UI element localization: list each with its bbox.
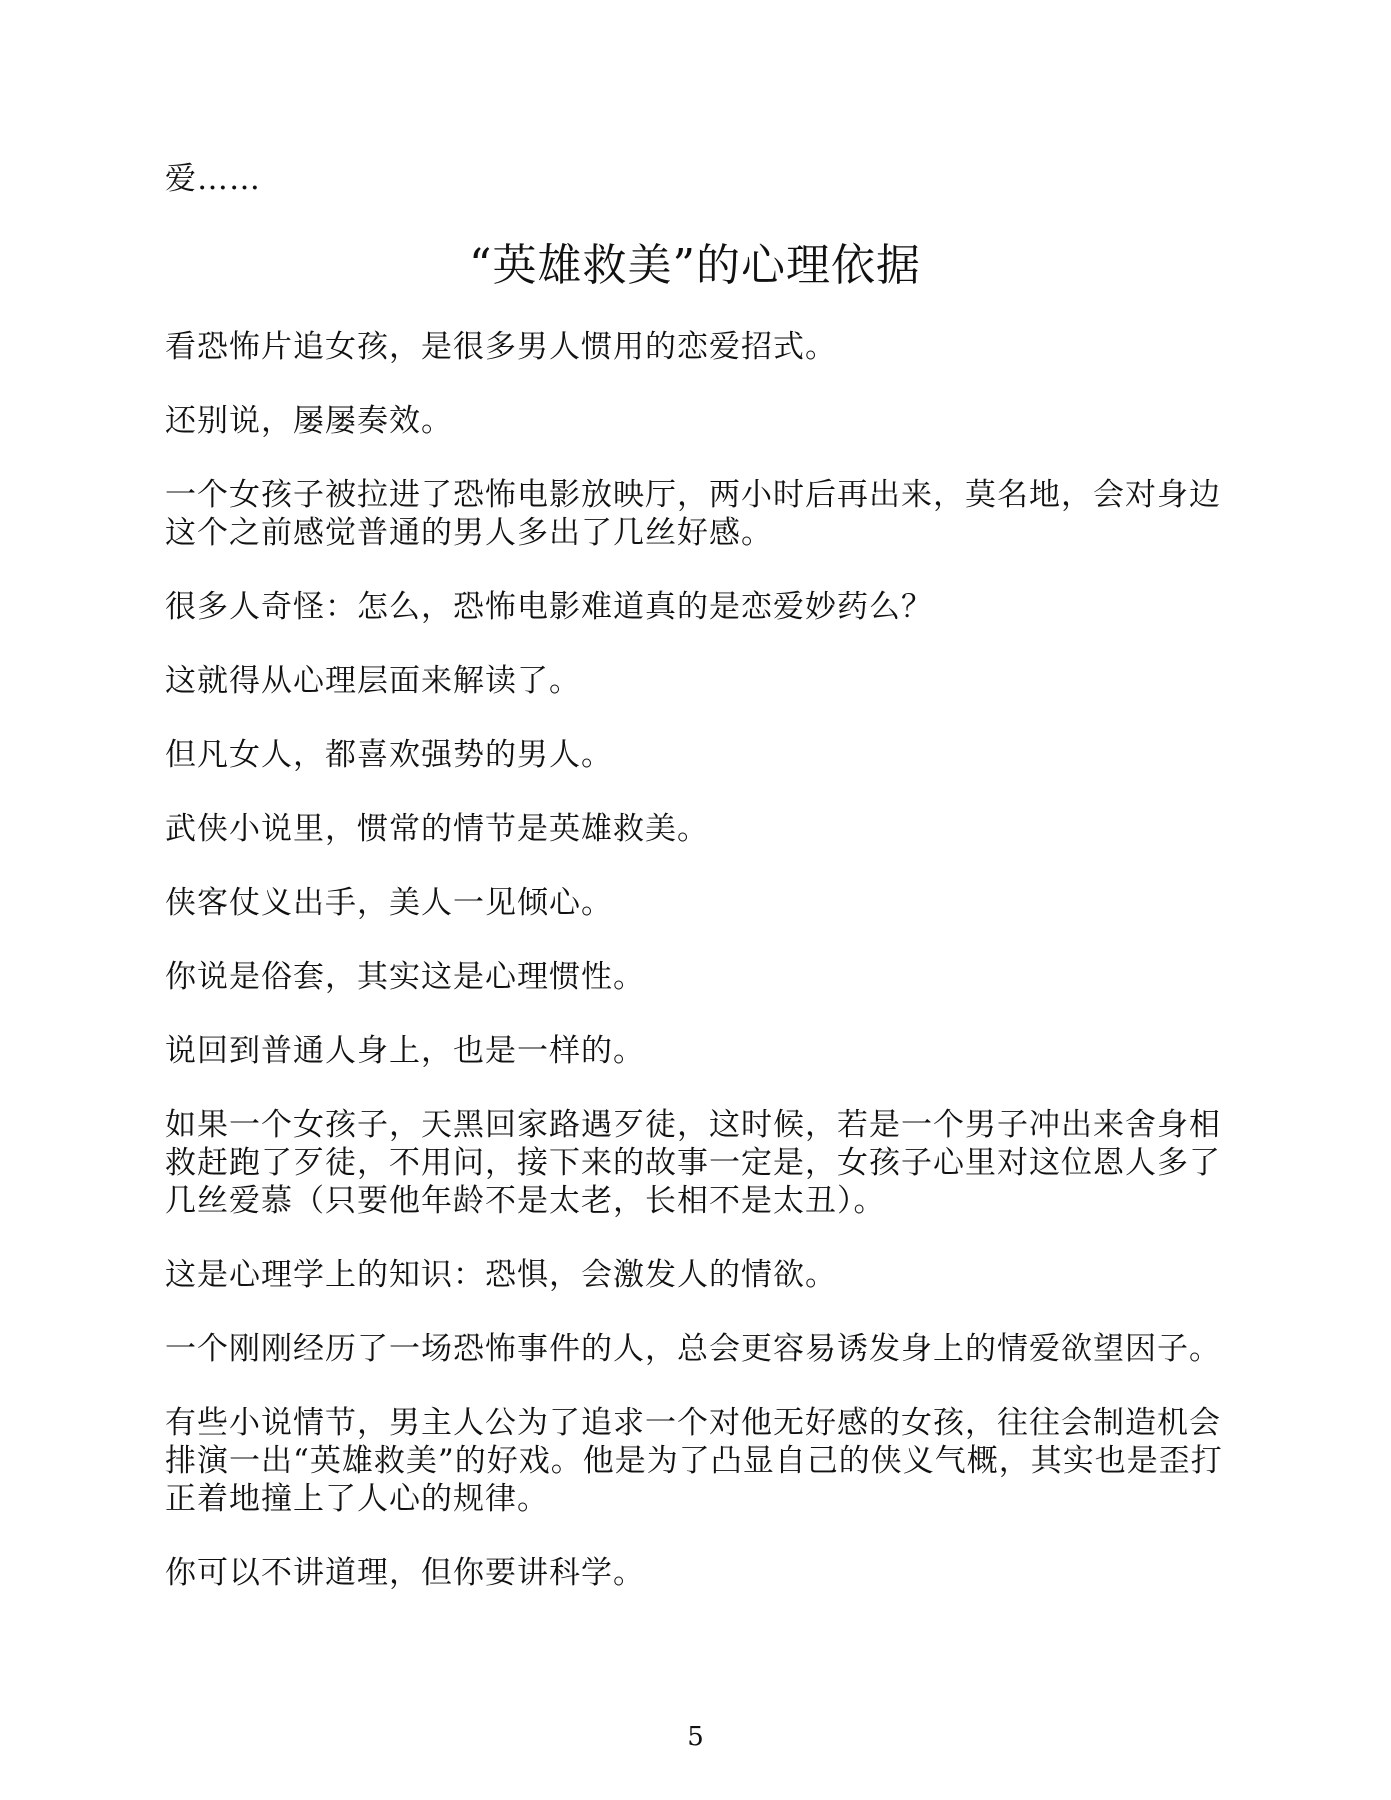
paragraph: 这就得从心理层面来解读了。	[165, 663, 581, 699]
paragraph: 这是心理学上的知识：恐惧，会激发人的情欲。	[165, 1257, 837, 1293]
page-content	[165, 160, 1225, 1628]
paragraph: 你可以不讲道理，但你要讲科学。	[165, 1555, 645, 1591]
paragraph: 有些小说情节，男主人公为了追求一个对他无好感的女孩，往往会制造机会排演一出“英雄救美”的好戏。他是为了凸显自己的侠义气概，其实也是歪打正着地撞上了人心的规律。	[165, 1405, 1223, 1517]
paragraph: 你说是俗套，其实这是心理惯性。	[165, 959, 645, 995]
section-title: “英雄救美”的心理依据	[469, 240, 921, 291]
paragraph: 一个女孩子被拉进了恐怖电影放映厅，两小时后再出来，莫名地，会对身边这个之前感觉普通的男人多出了几丝好感。	[165, 477, 1221, 551]
paragraph: 还别说，屡屡奏效。	[165, 403, 453, 439]
paragraph: 侠客仗义出手，美人一见倾心。	[165, 885, 613, 921]
paragraph: 武侠小说里，惯常的情节是英雄救美。	[165, 811, 709, 847]
lead-line: 爱……	[165, 161, 261, 197]
paragraph: 但凡女人，都喜欢强势的男人。	[165, 737, 613, 773]
paragraph: 看恐怖片追女孩，是很多男人惯用的恋爱招式。	[165, 329, 837, 365]
page-number: 5	[687, 1722, 704, 1752]
paragraph: 说回到普通人身上，也是一样的。	[165, 1033, 645, 1069]
paragraph: 很多人奇怪：怎么，恐怖电影难道真的是恋爱妙药么？	[165, 589, 933, 625]
paragraph: 如果一个女孩子，天黑回家路遇歹徒，这时候，若是一个男子冲出来舍身相救赶跑了歹徒，不用问，接下来的故事一定是，女孩子心里对这位恩人多了几丝爱慕（只要他年龄不是太老，长相不是太丑）。	[165, 1107, 1221, 1219]
paragraph: 一个刚刚经历了一场恐怖事件的人，总会更容易诱发身上的情爱欲望因子。	[165, 1331, 1221, 1367]
